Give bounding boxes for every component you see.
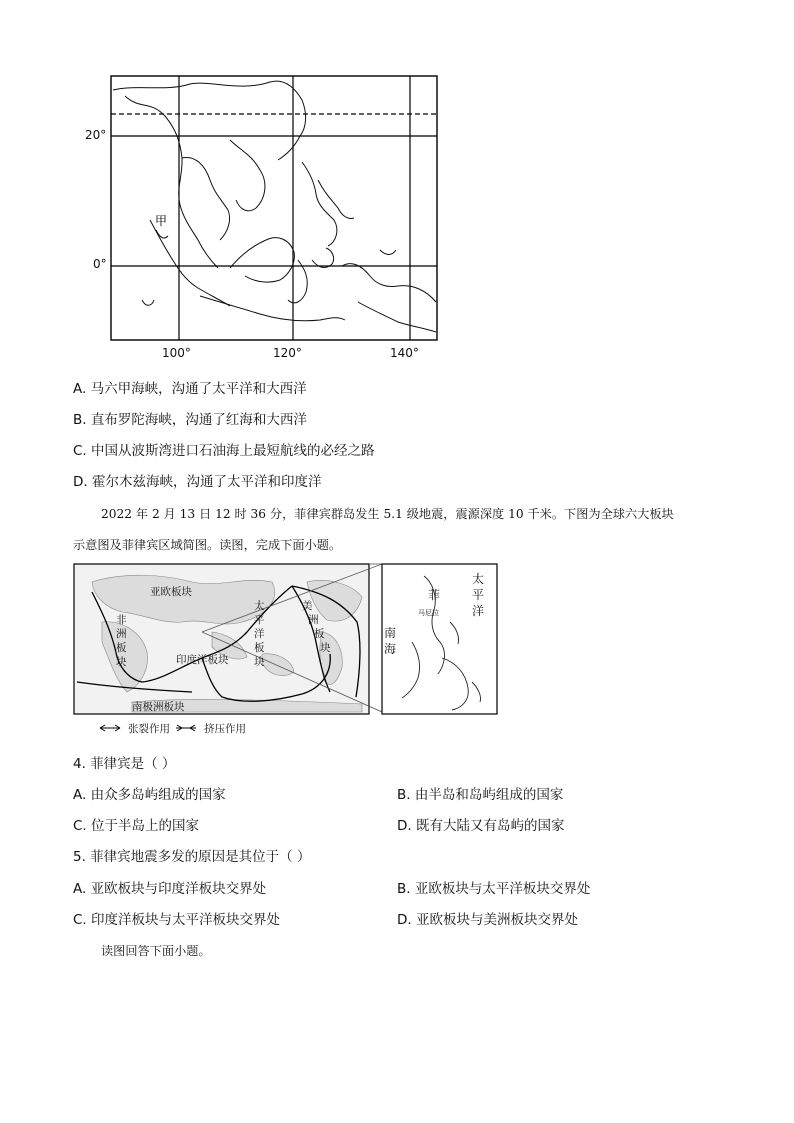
label-pacific-plate-2: 平 xyxy=(254,614,265,626)
q3-option-a: A. 马六甲海峡，沟通了太平洋和大西洋 xyxy=(73,381,307,397)
label-american-plate-2: 洲 xyxy=(308,614,319,626)
lon-label-140: 140° xyxy=(390,346,419,360)
q4-option-c: C. 位于半岛上的国家 xyxy=(73,818,200,834)
southeast-asia-map xyxy=(80,70,450,370)
footer-instruction: 读图回答下面小题。 xyxy=(101,944,211,958)
q5-option-a: A. 亚欧板块与印度洋板块交界处 xyxy=(73,881,267,897)
label-antarctic-plate: 南极洲板块 xyxy=(132,701,185,713)
label-american-plate-3: 板 xyxy=(314,628,325,640)
label-african-plate-2: 洲 xyxy=(116,628,127,640)
q3-option-c: C. 中国从波斯湾进口石油海上最短航线的必经之路 xyxy=(73,443,375,459)
q5-option-b: B. 亚欧板块与太平洋板块交界处 xyxy=(397,881,591,897)
label-pacific-plate-5: 块 xyxy=(254,656,265,668)
q3-option-d: D. 霍尔木兹海峡，沟通了太平洋和印度洋 xyxy=(73,474,322,490)
q5-stem: 5. 菲律宾地震多发的原因是其位于（ ） xyxy=(73,849,311,865)
label-eurasian-plate: 亚欧板块 xyxy=(150,586,192,598)
inset-south-china-sea-1: 南 xyxy=(384,626,397,640)
inset-city-manila: 马尼拉 xyxy=(418,609,439,617)
intro-line-1: 2022 年 2 月 13 日 12 时 36 分，菲律宾群岛发生 5.1 级地震，震源深度 10 千米。下图为全球六大板块 xyxy=(101,507,674,521)
label-american-plate-4: 块 xyxy=(320,642,331,654)
q3-option-b: B. 直布罗陀海峡，沟通了红海和大西洋 xyxy=(73,412,307,428)
label-african-plate-4: 块 xyxy=(116,656,127,668)
label-pacific-plate-1: 太 xyxy=(254,600,265,612)
place-label-jia: 甲 xyxy=(155,214,168,228)
inset-country-label: 菲 xyxy=(428,588,441,602)
southeast-asia-map-figure xyxy=(80,70,450,370)
lon-label-120: 120° xyxy=(273,346,302,360)
lat-label-0: 0° xyxy=(93,257,107,271)
intro-line-2: 示意图及菲律宾区域简图。读图，完成下面小题。 xyxy=(73,538,342,552)
inset-pacific-1: 太 xyxy=(472,572,485,586)
lon-label-100: 100° xyxy=(162,346,191,360)
inset-pacific-2: 平 xyxy=(472,588,485,602)
label-pacific-plate-3: 洋 xyxy=(254,628,265,640)
q4-stem: 4. 菲律宾是（ ） xyxy=(73,756,176,772)
label-american-plate-1: 美 xyxy=(302,600,313,612)
q5-option-d: D. 亚欧板块与美洲板块交界处 xyxy=(397,912,578,928)
q4-option-d: D. 既有大陆又有岛屿的国家 xyxy=(397,818,565,834)
label-pacific-plate-4: 板 xyxy=(254,642,265,654)
legend-compress-label: 挤压作用 xyxy=(204,723,246,735)
label-indian-plate: 印度洋板块 xyxy=(176,654,229,666)
inset-pacific-3: 洋 xyxy=(472,604,485,618)
lat-label-20: 20° xyxy=(85,128,107,142)
label-african-plate-3: 板 xyxy=(116,642,127,654)
inset-south-china-sea-2: 海 xyxy=(384,642,397,656)
plate-tectonics-figure xyxy=(72,562,502,740)
label-african-plate-1: 非 xyxy=(116,614,127,626)
legend-rift-label: 张裂作用 xyxy=(128,723,170,735)
q4-option-b: B. 由半岛和岛屿组成的国家 xyxy=(397,787,564,803)
q5-option-c: C. 印度洋板块与太平洋板块交界处 xyxy=(73,912,281,928)
q4-option-a: A. 由众多岛屿组成的国家 xyxy=(73,787,226,803)
